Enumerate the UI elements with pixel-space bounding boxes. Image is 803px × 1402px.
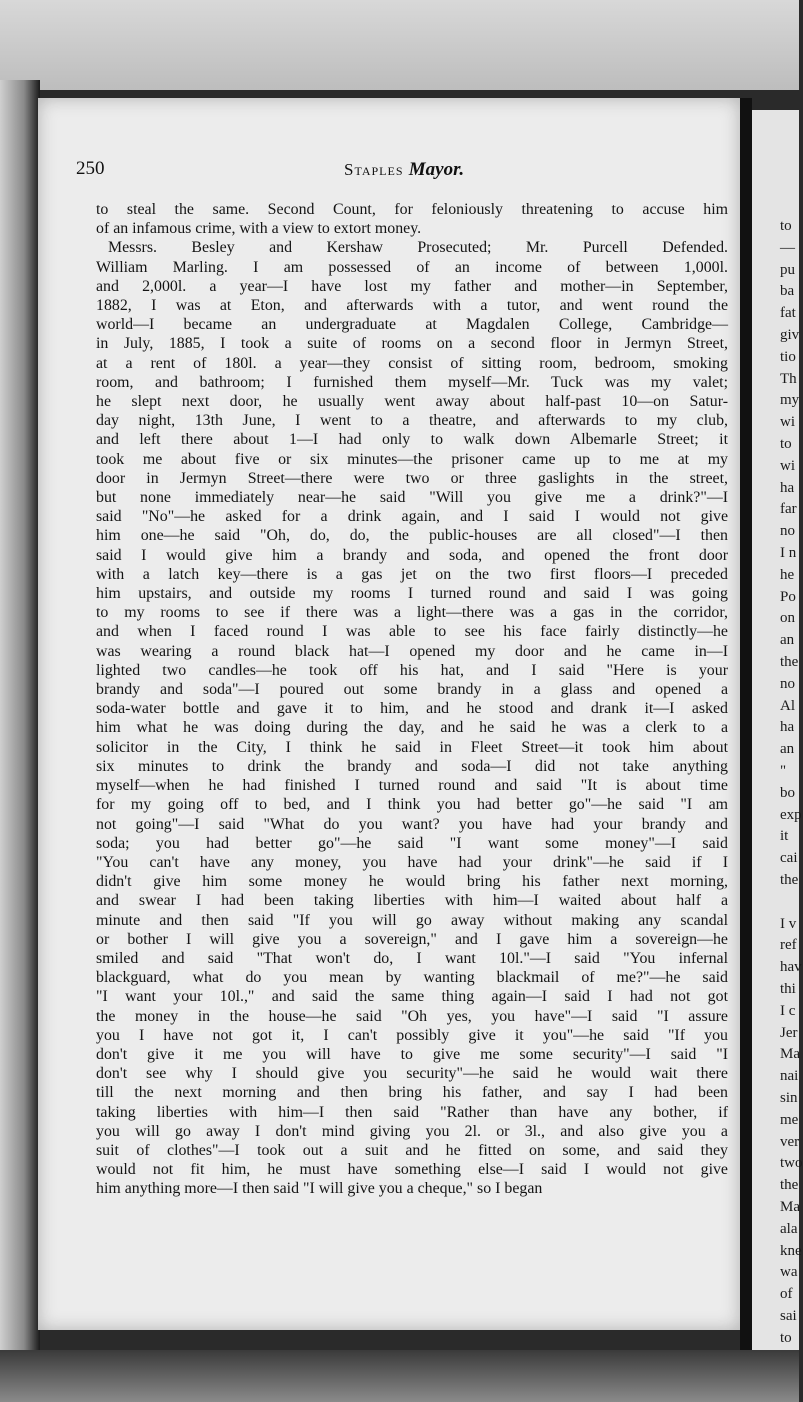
next-page-fragment: it (780, 828, 789, 845)
text-line: don't give it me you will have to give me some security"—I said "I (96, 1045, 728, 1063)
next-page-fragment: sin (780, 1090, 798, 1106)
next-page-fragment: ver (780, 1133, 800, 1150)
text-line: 1882, I was at Eton, and afterwards with a tutor, and went round the (96, 297, 728, 315)
next-page-fragment: bo (780, 784, 795, 801)
next-page-fragment: me (780, 1111, 799, 1128)
running-head-title-suffix: Mayor. (408, 159, 465, 180)
next-page-fragment: on (780, 610, 795, 627)
text-line: soda-water bottle and gave it to him, and he stood and drank it—I asked (96, 700, 728, 718)
text-line: brandy and soda"—I poured out some brandy in a glass and opened a (96, 681, 728, 699)
next-page-fragment: Ma (780, 1046, 800, 1063)
next-page-fragment: " (780, 763, 787, 779)
next-page-fragment: Po (780, 588, 796, 605)
text-line: to my rooms to see if there was a light—there was a gas in the corridor, (96, 604, 728, 622)
text-line: and swear I had been taking liberties with him—I waited about half a (96, 892, 728, 910)
text-line: till the next morning and then bring his father, and say I had been (96, 1084, 728, 1102)
text-line: world—I became an undergraduate at Magdalen College, Cambridge— (96, 316, 728, 334)
running-head-title (344, 159, 464, 181)
running-head (76, 158, 716, 184)
scan-bottom-band (0, 1350, 799, 1402)
text-line: took me about five or six minutes—the prisoner came up to me at my (96, 450, 728, 468)
next-page-edge (752, 110, 803, 1350)
next-page-fragment: I c (780, 1002, 796, 1019)
text-line: of an infamous crime, with a view to extort money. (96, 220, 422, 238)
next-page-fragment: two (780, 1155, 803, 1172)
next-page-fragment: he (780, 566, 795, 583)
next-page-fragment: to (780, 1329, 792, 1346)
text-line: minute and then said "If you will go away without making any scandal (96, 911, 728, 929)
next-page-fragment: ref (780, 937, 797, 954)
body-text (96, 200, 728, 1199)
text-line: with a latch key—there is a gas jet on the two first floors—I preceded (96, 565, 728, 583)
next-page-fragment: — (780, 239, 795, 256)
next-page-fragment: Ma (780, 1199, 800, 1215)
next-page-fragment: I n (780, 545, 797, 561)
next-page-fragment: an (780, 741, 795, 758)
text-line: him anything more—I then said "I will give you a cheque," so I began (96, 1180, 543, 1198)
next-page-fragment: exp (780, 806, 802, 823)
text-line: for my going off to bed, and I think you had better go"—he said "I am (96, 796, 728, 814)
next-page-fragment: tio (780, 348, 796, 365)
text-line: don't see why I should give you security"—he said he would wait there (96, 1065, 728, 1083)
next-page-fragment: my (780, 392, 800, 409)
next-page-fragment: sai (780, 1308, 797, 1324)
text-line: and 2,000l. a year—I have lost my father and mother—in September, (96, 277, 728, 295)
text-line: blackguard, what do you mean by wanting blackmail of me?"—he said (96, 969, 728, 987)
text-line: and when I faced round I was able to see his face fairly distinctly—he (96, 623, 728, 641)
next-page-fragment: ala (780, 1220, 798, 1237)
next-page-fragment: the (780, 1177, 799, 1194)
text-line: you will go away I don't mind giving you 2l. or 3l., and also give you a (96, 1122, 728, 1140)
next-page-fragment: to (780, 218, 792, 234)
next-page-fragment: no (780, 675, 795, 692)
next-page-fragment: no (780, 523, 795, 540)
next-page-fragment: ba (780, 283, 795, 300)
text-line: to steal the same. Second Count, for feloniously threatening to accuse him (96, 201, 728, 218)
next-page-fragment: the (780, 654, 799, 670)
text-line: myself—when he had finished I turned round and said "It is about time (96, 777, 728, 795)
text-line: room, and bathroom; I furnished them myself—Mr. Tuck was my valet; (96, 373, 728, 391)
next-page-fragment: ha (780, 719, 795, 736)
text-line: would not fit him, he must have something else—I said I would not give (96, 1161, 728, 1179)
next-page-fragment: wi (780, 457, 795, 474)
text-line: him what he was doing during the day, and he said he was a clerk to a (96, 719, 728, 737)
text-line: Messrs. Besley and Kershaw Prosecuted; Mr. Purcell Defended. (108, 239, 728, 257)
next-page-fragment: hav (780, 959, 802, 976)
text-line: was wearing a round black hat—I opened my door and he came in—I (96, 642, 728, 660)
running-head-title-prefix: Staples (344, 160, 404, 179)
next-page-fragment: wi (780, 414, 795, 431)
text-line: suit of clothes"—I took out a suit and he fitted on some, and said they (96, 1141, 728, 1159)
book-gutter (740, 98, 752, 1350)
text-line: "You can't have any money, you have had your drink"—he said if I (96, 853, 728, 871)
next-page-fragment: to (780, 436, 792, 452)
next-page-fragment: wa (780, 1264, 798, 1281)
text-line: him upstairs, and outside my rooms I turned round and said I was going (96, 585, 728, 603)
text-line: day night, 13th June, I went to a theatre, and afterwards to my club, (96, 412, 728, 430)
text-line: didn't give him some money he would bring his father next morning, (96, 873, 728, 891)
text-line: the money in the house—he said "Oh yes, you have"—I said "I assure (96, 1007, 728, 1025)
text-line: smiled and said "That won't do, I want 10l."—I said "You infernal (96, 949, 728, 967)
text-line: he slept next door, he usually went away about half-past 10—on Satur- (96, 393, 728, 411)
text-line: six minutes to drink the brandy and soda—I did not take anything (96, 757, 728, 775)
next-page-fragment: I v (780, 915, 797, 932)
text-line: lighted two candles—he took off his hat, and I said "Here is your (96, 661, 728, 679)
scan-left-shadow (0, 80, 40, 1402)
next-page-fragment: thi (780, 981, 796, 997)
page-number: 250 (76, 158, 105, 179)
next-page-fragment: the (780, 872, 799, 888)
next-page-fragment: cai (780, 850, 798, 867)
next-page-fragment: giv (780, 327, 800, 343)
text-line: door in Jermyn Street—there were two or three gaslights in the street, (96, 469, 728, 487)
next-page-fragment: pu (780, 261, 795, 278)
next-page-fragment: nai (780, 1068, 799, 1085)
next-page-fragment: ha (780, 479, 795, 496)
text-line: "I want your 10l.," and said the same thing again—I said I had not got (96, 988, 728, 1006)
next-page-fragment: of (780, 1286, 793, 1303)
text-line: in July, 1885, I took a suite of rooms on a second floor in Jermyn Street, (96, 335, 728, 353)
next-page-fragment: Jer (780, 1024, 798, 1041)
next-page-fragment: fat (780, 305, 796, 322)
next-page-fragment: kne (780, 1242, 802, 1259)
text-line: and left there about 1—I had only to walk down Albemarle Street; it (96, 431, 728, 449)
text-line: taking liberties with him—I then said "Rather than have any bother, if (96, 1103, 728, 1121)
text-line: not going"—I said "What do you want? you have had your brandy and (96, 815, 728, 833)
text-line: at a rent of 180l. a year—they consist of sitting room, bedroom, smoking (96, 354, 728, 372)
text-line: solicitor in the City, I think he said in Fleet Street—it took him about (96, 738, 728, 756)
text-line: him one—he said "Oh, do, do, the public-houses are all closed"—I then (96, 527, 728, 545)
text-line: William Marling. I am possessed of an income of between 1,000l. (96, 258, 728, 276)
text-line: said I would give him a brandy and soda, and opened the front door (96, 546, 728, 564)
next-page-fragment: far (780, 501, 797, 518)
next-page-fragment: an (780, 632, 795, 649)
text-line: or bother I will give you a sovereign," and I gave him a sovereign—he (96, 930, 728, 948)
text-line: soda; you had better go"—he said "I want some money"—I said (96, 834, 728, 852)
text-line: said "No"—he asked for a drink again, and I said I would not give (96, 508, 728, 526)
text-line: but none immediately near—he said "Will you give me a drink?"—I (96, 489, 728, 507)
text-line: you I have not got it, I can't possibly give it you"—he said "If you (96, 1026, 728, 1044)
scan-top-margin (0, 0, 799, 90)
next-page-fragment: Al (780, 697, 795, 714)
next-page-fragment: Th (780, 370, 797, 387)
